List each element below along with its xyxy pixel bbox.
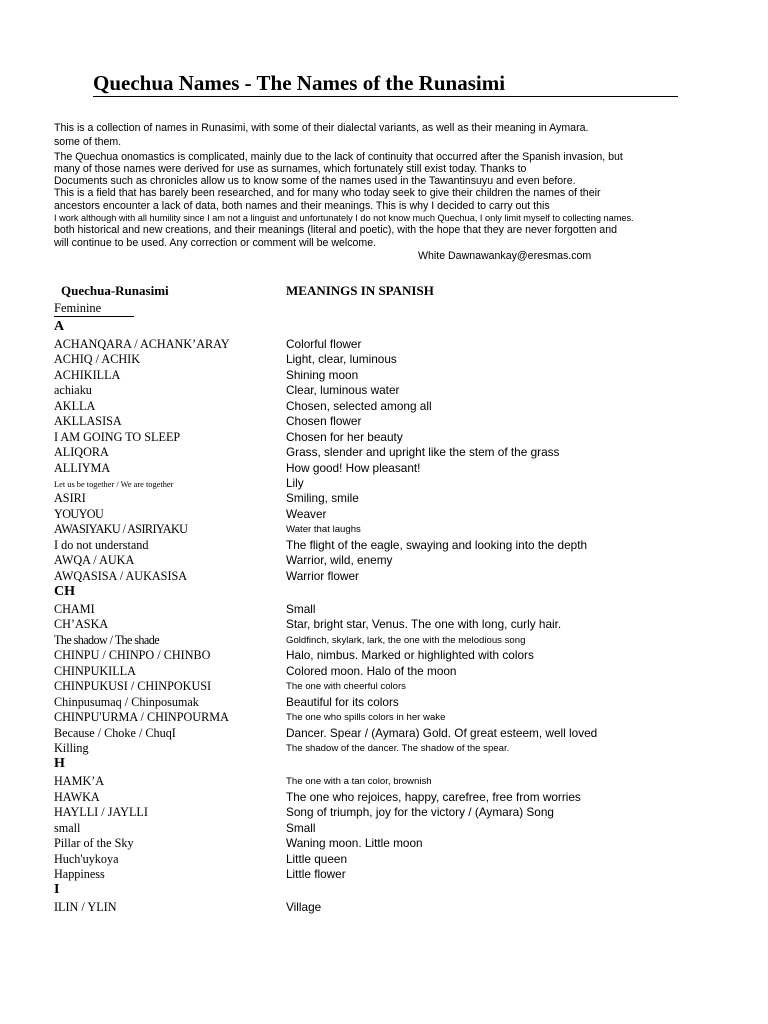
entry-meaning: Village [286, 900, 322, 915]
name-entry [54, 725, 744, 740]
entry-name: CHINPUKUSI / CHINPOKUSI [54, 679, 212, 694]
name-entry [54, 694, 744, 709]
name-entry [54, 678, 744, 693]
name-entry [54, 866, 744, 881]
entry-meaning: Little flower [286, 867, 346, 881]
name-entry [54, 773, 744, 788]
entry-name: CH’ASKA [54, 617, 109, 632]
intro-line: some of them. [54, 136, 122, 149]
entry-name: ILIN / YLIN [54, 900, 117, 915]
entry-name: CHAMI [54, 602, 95, 616]
entry-meaning: Song of triumph, joy for the victory / (Aymara) Song [286, 805, 554, 820]
author-signature: White Dawnawankay@eresmas.com [418, 249, 592, 262]
entry-meaning: Small [286, 602, 316, 616]
name-entry [54, 601, 744, 616]
entry-meaning: Halo, nimbus. Marked or highlighted with colors [286, 648, 534, 663]
name-entry [54, 537, 744, 552]
intro-paragraph [54, 122, 734, 262]
entry-meaning: How good! How pleasant! [286, 460, 421, 475]
entry-meaning: Colored moon. Halo of the moon [286, 663, 457, 678]
entry-meaning: Water that laughs [286, 524, 361, 536]
entry-meaning: Chosen, selected among all [286, 398, 432, 413]
intro-line: I work although with all humility since I am not a linguist and unfortunately I do not know much Quechua, I only limit myself to collecting names. [54, 213, 634, 224]
entry-name: ALIQORA [54, 445, 109, 460]
intro-line: Documents such as chronicles allow us to know some of the names used in the Tawantinsuyu and even before. [54, 175, 576, 188]
entry-name: Let us be together / We are together [54, 479, 174, 489]
entry-meaning: The one who spills colors in her wake [286, 712, 446, 724]
name-entry [54, 552, 744, 567]
intro-line: both historical and new creations, and their meanings (literal and poetic), with the hope that they are never forgotten and [54, 224, 617, 237]
name-entry [54, 835, 744, 850]
entry-meaning: Warrior flower [286, 568, 359, 583]
name-entry [54, 506, 744, 521]
name-entry [54, 789, 744, 804]
name-entry [54, 740, 744, 755]
intro-line: The Quechua onomastics is complicated, mainly due to the lack of continuity that occurred after the Spanish invasion, but [54, 150, 623, 163]
name-entry [54, 351, 744, 366]
entry-meaning: Lily [286, 475, 304, 490]
entry-name: Killing [54, 740, 89, 755]
entry-meaning: Smiling, smile [286, 491, 359, 506]
entry-name: small [54, 820, 81, 835]
entry-name: CHINPUKILLA [54, 663, 136, 678]
entry-name: Huch'uykoya [54, 851, 119, 866]
page-title: Quechua Names - The Names of the Runasimi [93, 70, 678, 97]
letter-heading-text: I [54, 882, 60, 898]
name-entry [54, 367, 744, 382]
name-entry [54, 444, 744, 459]
entry-name: ACHIQ / ACHIK [54, 352, 140, 367]
section-subheading-feminine: Feminine [54, 301, 134, 317]
entry-name: ACHANQARA / ACHANK’ARAY [54, 337, 230, 351]
entry-meaning: Beautiful for its colors [286, 694, 399, 709]
name-entry [54, 899, 744, 914]
entry-meaning: The flight of the eagle, swaying and looking into the depth [286, 537, 588, 552]
entry-name: CHINPU'URMA / CHINPOURMA [54, 710, 229, 725]
entry-meaning: The one who rejoices, happy, carefree, free from worries [286, 789, 581, 804]
name-entry [54, 804, 744, 819]
intro-line: This is a collection of names in Runasimi, with some of their dialectal variants, as well as their meaning in Aymara. [54, 122, 589, 134]
entry-name: ALLIYMA [54, 460, 111, 475]
intro-line: This is a field that has barely been researched, and for many who today seek to give their children the names of their [54, 187, 601, 200]
name-entry [54, 632, 744, 647]
name-entry [54, 382, 744, 397]
entry-meaning: Warrior, wild, enemy [286, 553, 393, 568]
entry-meaning: Light, clear, luminous [286, 352, 397, 367]
entry-name: CHINPU / CHINPO / CHINBO [54, 648, 211, 663]
entry-meaning: Little queen [286, 851, 348, 866]
entry-meaning: Waning moon. Little moon [286, 836, 423, 851]
name-entry [54, 663, 744, 678]
letter-heading-text: H [54, 756, 65, 772]
name-entry [54, 460, 744, 475]
entry-name: I do not understand [54, 537, 149, 552]
entry-name: AKLLA [54, 398, 96, 413]
entry-meaning: Shining moon [286, 367, 359, 382]
name-entry [54, 616, 744, 631]
name-entry [54, 521, 744, 536]
entry-meaning: Weaver [286, 506, 327, 521]
entry-meaning: Chosen flower [286, 414, 362, 429]
name-entry [54, 851, 744, 866]
entry-name: HAYLLI / JAYLLI [54, 805, 148, 820]
entry-name: achiaku [54, 383, 92, 398]
entry-meaning: Colorful flower [286, 337, 362, 351]
entry-name: HAMK’A [54, 774, 105, 789]
letter-heading [54, 755, 744, 773]
entry-name: ASIRI [54, 491, 86, 506]
entry-meaning: The one with a tan color, brownish [286, 776, 432, 788]
name-entry [54, 568, 744, 583]
entry-name: Happiness [54, 867, 105, 881]
entry-meaning: The one with cheerful colors [286, 681, 406, 693]
intro-line: many of those names were derived for use as surnames, which fortunately still exist today. Thanks to [54, 162, 527, 175]
entry-meaning: Grass, slender and upright like the stem of the grass [286, 445, 560, 460]
name-entry [54, 820, 744, 835]
letter-heading [54, 318, 744, 336]
letter-heading [54, 881, 744, 899]
intro-line: will continue to be used. Any correction or comment will be welcome. [54, 236, 377, 249]
entry-meaning: The shadow of the dancer. The shadow of the spear. [286, 742, 510, 754]
intro-line: ancestors encounter a lack of data, both names and their meanings. This is why I decided to carry out this [54, 199, 550, 212]
entry-name: Pillar of the Sky [54, 836, 134, 851]
name-entry [54, 413, 744, 428]
name-entry [54, 398, 744, 413]
name-entry [54, 490, 744, 505]
entry-name: AWQASISA / AUKASISA [54, 568, 188, 583]
entry-name: Chinpusumaq / Chinposumak [54, 694, 199, 709]
entry-name: Because / Choke / ChuqI [54, 725, 176, 740]
entry-name: The shadow / The shade [54, 632, 160, 647]
entry-meaning: Chosen for her beauty [286, 429, 403, 444]
entry-meaning: Dancer. Spear / (Aymara) Gold. Of great esteem, well loved [286, 725, 598, 740]
names-list [54, 318, 744, 915]
name-entry [54, 475, 744, 490]
entry-meaning: Clear, luminous water [286, 383, 400, 398]
letter-heading-text: A [54, 319, 65, 334]
entry-meaning: Star, bright star, Venus. The one with long, curly hair. [286, 617, 562, 632]
column-header-meanings: MEANINGS IN SPANISH [286, 283, 434, 298]
entry-name: AWQA / AUKA [54, 553, 135, 568]
letter-heading [54, 583, 744, 601]
entry-name: AKLLASISA [54, 414, 122, 429]
entry-meaning: Small [286, 820, 316, 835]
entry-name: AWASIYAKU / ASIRIYAKU [54, 522, 188, 537]
entry-name: ACHIKILLA [54, 367, 121, 382]
entry-name: I AM GOING TO SLEEP [54, 429, 181, 444]
name-entry [54, 429, 744, 444]
entry-meaning: Goldfinch, skylark, lark, the one with the melodious song [286, 634, 526, 646]
entry-name: HAWKA [54, 789, 100, 804]
name-entry [54, 336, 744, 351]
name-entry [54, 647, 744, 662]
entry-name: YOUYOU [54, 506, 104, 521]
column-header-quechua: Quechua-Runasimi [61, 283, 169, 298]
letter-heading-text: CH [54, 584, 75, 599]
name-entry [54, 709, 744, 724]
